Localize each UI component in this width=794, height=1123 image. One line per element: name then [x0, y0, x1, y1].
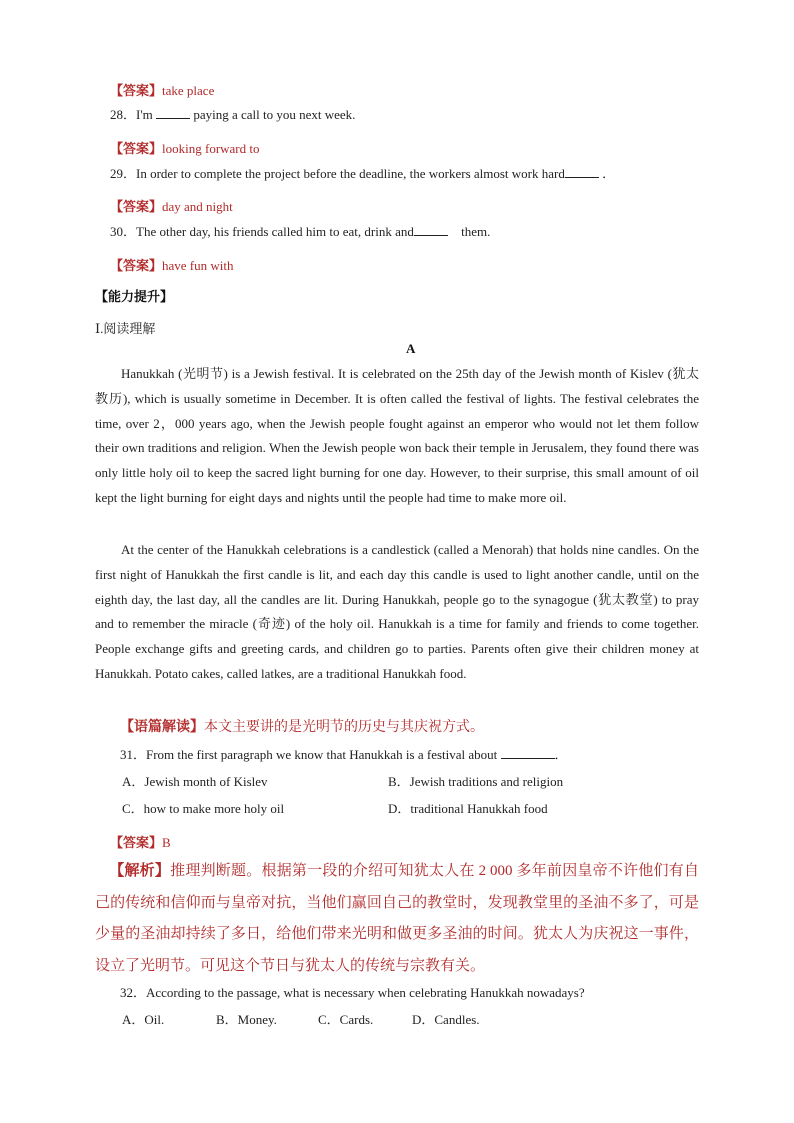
- question-text: paying a call to you next week.: [193, 107, 356, 122]
- summary-text: 本文主要讲的是光明节的历史与其庆祝方式。: [204, 720, 484, 735]
- q30-answer: [110, 255, 234, 274]
- question-31: [120, 744, 568, 763]
- answer-tag: 【答案】: [110, 141, 163, 156]
- passage-summary: [120, 716, 484, 736]
- question-28: [110, 104, 355, 123]
- question-number: 30．: [110, 224, 137, 239]
- question-text: 31．From the first paragraph we know that Hanukkah is a festival about: [120, 747, 498, 762]
- question-number: 29．: [110, 166, 137, 181]
- q28-answer: [110, 138, 260, 157]
- answer-text: looking forward to: [162, 141, 260, 156]
- question-text: I'm: [136, 107, 153, 122]
- question-32: 32．According to the passage, what is necessary when celebrating Hanukkah nowadays?: [120, 985, 585, 1000]
- paragraph-text: Hanukkah (光明节) is a Jewish festival. It is celebrated on the 25th day of the Jewish month of Kislev (犹太教历), which is usually sometime in December. It is often called the festival of lights. The festival celebrates the time, over 2，000 years ago, when the Jewish people fought against an emperor who would not let them follow their own traditions and religion. When the Jewish people won back their temple in Jerusalem, they found there was only little holy oil to keep the sacred light burning for one day. However, to their surprise, this small amount of oil kept the light burning for eight days and nights until the people had time to make more oil.: [95, 366, 699, 505]
- answer-tag: 【答案】: [110, 83, 163, 98]
- question-number: 28．: [110, 107, 137, 122]
- answer-text: B: [162, 835, 171, 850]
- question-text: them.: [461, 224, 491, 239]
- answer-tag: 【答案】: [110, 199, 163, 214]
- section-title: 【能力提升】: [95, 289, 174, 304]
- question-text: The other day, his friends called him to eat, drink and: [136, 224, 414, 239]
- paragraph-text: At the center of the Hanukkah celebrations is a candlestick (called a Menorah) that holds nine candles. On the first night of Hanukkah the first candle is lit, and each day this candle is used to light another candle, until on the eighth day, the last day, all the candles are lit. During Hanukkah, people go to the synagogue (犹太教堂) to pray and to remember the miracle (奇迹) of the holy oil. Hanukkah is a time for family and friends to come together. People exchange gifts and greeting cards, and children go to parties. Parents often give their children money at Hanukkah. Potato cakes, called latkes, are a traditional Hanukkah food.: [95, 542, 699, 681]
- q32-option-a: A．Oil.: [122, 1012, 165, 1027]
- q31-option-c: C．how to make more holy oil: [122, 801, 285, 816]
- q27-answer: [110, 80, 214, 99]
- question-30: [110, 221, 490, 240]
- q31-option-b: B．Jewish traditions and religion: [388, 774, 564, 789]
- q32-option-b: B．Money.: [216, 1012, 277, 1027]
- subsection-title: Ⅰ.阅读理解: [95, 321, 156, 336]
- answer-blank: [156, 107, 190, 119]
- answer-blank: [565, 166, 599, 178]
- question-text: In order to complete the project before the deadline, the workers almost work hard: [136, 166, 565, 181]
- explanation-tag: 【解析】: [109, 863, 171, 879]
- q31-option-a: A．Jewish month of Kislev: [122, 774, 268, 789]
- q31-answer: [110, 832, 171, 851]
- q31-option-d: D．traditional Hanukkah food: [388, 801, 548, 816]
- question-text: ．: [554, 747, 568, 762]
- passage-paragraph-1: [95, 362, 699, 511]
- q32-option-d: D．Candles.: [412, 1012, 480, 1027]
- q32-option-c: C．Cards.: [318, 1012, 374, 1027]
- question-29: [110, 163, 615, 182]
- explanation-text: 推理判断题。根据第一段的介绍可知犹太人在 2 000 多年前因皇帝不许他们有自己的传统和信仰而与皇帝对抗，当他们赢回自己的教堂时，发现教堂里的圣油不多了，可是少量的圣油却持续了多日，给他们带来光明和做更多圣油的时间。犹太人为庆祝这一事件，设立了光明节。可见这个节日与犹太人的传统与宗教有关。: [95, 863, 699, 974]
- answer-text: day and night: [162, 199, 233, 214]
- passage-paragraph-2: [95, 538, 699, 687]
- explanation: [95, 856, 699, 982]
- question-text: ．: [602, 166, 616, 181]
- answer-text: take place: [162, 83, 215, 98]
- answer-text: have fun with: [162, 258, 234, 273]
- passage-label: A: [406, 341, 416, 356]
- answer-blank: [414, 224, 448, 236]
- summary-tag: 【语篇解读】: [120, 720, 204, 735]
- q29-answer: [110, 196, 233, 215]
- answer-tag: 【答案】: [110, 835, 163, 850]
- answer-blank: [501, 747, 555, 759]
- answer-tag: 【答案】: [110, 258, 163, 273]
